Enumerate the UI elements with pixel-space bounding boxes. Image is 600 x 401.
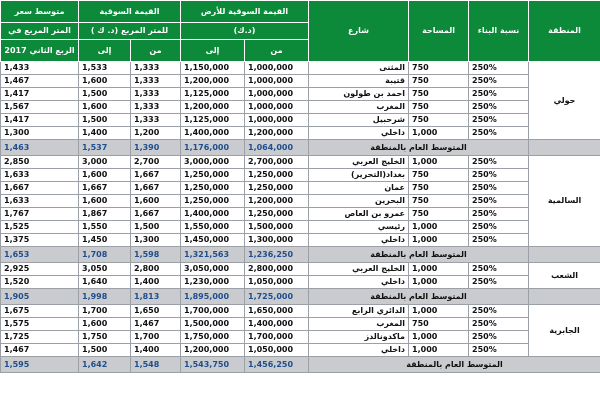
build-ratio-cell: 250% — [469, 75, 529, 88]
avg-price-cell: 1,433 — [1, 62, 79, 75]
region-average-label: المتوسط العام بالمنطقة — [309, 357, 600, 373]
build-ratio-cell: 250% — [469, 127, 529, 140]
land-to-cell: 3,050,000 — [181, 263, 245, 276]
table-row — [1, 62, 600, 75]
build-ratio-cell: 250% — [469, 344, 529, 357]
meter-to-cell: 3,000 — [79, 156, 131, 169]
table-row — [1, 88, 600, 101]
build-ratio-cell: 250% — [469, 62, 529, 75]
land-to-cell: 1,200,000 — [181, 344, 245, 357]
meter-to-cell: 1,500 — [79, 344, 131, 357]
land-to-cell: 1,200,000 — [181, 101, 245, 114]
land-from-cell: 1,500,000 — [245, 221, 309, 234]
region-name-cell: حولي — [529, 62, 600, 140]
area-cell: 750 — [409, 318, 469, 331]
land-to-average: 1,321,563 — [181, 247, 245, 263]
area-cell: 750 — [409, 88, 469, 101]
area-cell: 1,000 — [409, 127, 469, 140]
meter-from-cell: 1,333 — [131, 114, 181, 127]
table-row — [1, 101, 600, 114]
avg-unit-header: المتر المربع في — [1, 23, 79, 40]
avg-price-cell: 1,417 — [1, 88, 79, 101]
meter-from-cell: 1,333 — [131, 88, 181, 101]
land-to-cell: 1,250,000 — [181, 169, 245, 182]
area-cell: 750 — [409, 195, 469, 208]
meter-from-cell: 1,200 — [131, 127, 181, 140]
meter-from-cell: 1,667 — [131, 208, 181, 221]
land-to-cell: 1,550,000 — [181, 221, 245, 234]
meter-from-cell: 1,333 — [131, 62, 181, 75]
avg-price-cell: 1,567 — [1, 101, 79, 114]
land-from-header: من — [245, 40, 309, 62]
street-cell: داخلي — [309, 276, 409, 289]
area-cell: 1,000 — [409, 305, 469, 318]
land-from-cell: 1,000,000 — [245, 101, 309, 114]
build-ratio-cell: 250% — [469, 182, 529, 195]
avg-price-header: متوسط سعر — [1, 1, 79, 23]
land-from-cell: 1,000,000 — [245, 88, 309, 101]
street-cell: داخلي — [309, 127, 409, 140]
land-to-average: 1,543,750 — [181, 357, 245, 373]
land-from-cell: 1,700,000 — [245, 331, 309, 344]
table-row — [1, 195, 600, 208]
meter-from-cell: 1,667 — [131, 169, 181, 182]
land-from-cell: 1,200,000 — [245, 127, 309, 140]
avg-price-cell: 1,417 — [1, 114, 79, 127]
meter-to-cell: 1,600 — [79, 75, 131, 88]
build-ratio-cell: 250% — [469, 208, 529, 221]
meter-from-cell: 1,700 — [131, 331, 181, 344]
land-to-cell: 3,000,000 — [181, 156, 245, 169]
table-row — [1, 114, 600, 127]
land-to-cell: 1,400,000 — [181, 127, 245, 140]
area-header: المساحة — [409, 1, 469, 62]
street-cell: الخليج العربي — [309, 263, 409, 276]
build-ratio-cell: 250% — [469, 221, 529, 234]
land-unit-header: (د.ك) — [181, 23, 309, 40]
area-cell: 750 — [409, 169, 469, 182]
area-cell: 1,000 — [409, 263, 469, 276]
avg-price-cell: 1,767 — [1, 208, 79, 221]
street-cell: عمان — [309, 182, 409, 195]
region-average-row — [1, 140, 600, 156]
meter-to-cell: 1,550 — [79, 221, 131, 234]
street-cell: احمد بن طولون — [309, 88, 409, 101]
land-to-average: 1,176,000 — [181, 140, 245, 156]
table-row — [1, 208, 600, 221]
meter-from-average: 1,598 — [131, 247, 181, 263]
area-cell: 1,000 — [409, 156, 469, 169]
area-cell: 1,000 — [409, 221, 469, 234]
build-ratio-cell: 250% — [469, 156, 529, 169]
avg-price-cell: 1,520 — [1, 276, 79, 289]
street-cell: (التحرير)بغداد — [309, 169, 409, 182]
meter-to-cell: 1,600 — [79, 195, 131, 208]
meter-to-average: 1,537 — [79, 140, 131, 156]
meter-to-cell: 1,600 — [79, 101, 131, 114]
meter-to-cell: 1,867 — [79, 208, 131, 221]
table-row — [1, 75, 600, 88]
land-from-cell: 2,800,000 — [245, 263, 309, 276]
build-ratio-cell: 250% — [469, 331, 529, 344]
meter-from-cell: 2,800 — [131, 263, 181, 276]
land-to-cell: 1,700,000 — [181, 305, 245, 318]
street-cell: الخليج العربي — [309, 156, 409, 169]
land-to-cell: 1,750,000 — [181, 331, 245, 344]
street-cell: عمرو بن العاص — [309, 208, 409, 221]
region-average-label: المتوسط العام بالمنطقة — [309, 140, 529, 156]
land-from-cell: 1,250,000 — [245, 169, 309, 182]
region-name-cell: السالمية — [529, 156, 600, 247]
street-header: شارع — [309, 1, 409, 62]
meter-from-average: 1,548 — [131, 357, 181, 373]
land-from-cell: 1,050,000 — [245, 344, 309, 357]
table-row — [1, 156, 600, 169]
area-cell: 750 — [409, 208, 469, 221]
meter-from-cell: 1,650 — [131, 305, 181, 318]
area-cell: 750 — [409, 182, 469, 195]
street-cell: المغرب — [309, 101, 409, 114]
table-row — [1, 234, 600, 247]
meter-to-cell: 1,700 — [79, 305, 131, 318]
land-to-cell: 1,450,000 — [181, 234, 245, 247]
region-header: المنطقة — [529, 1, 600, 62]
area-cell: 750 — [409, 75, 469, 88]
meter-to-average: 1,998 — [79, 289, 131, 305]
build-ratio-cell: 250% — [469, 234, 529, 247]
meter-from-cell: 1,500 — [131, 221, 181, 234]
meter-to-cell: 1,667 — [79, 182, 131, 195]
avg-price-cell: 1,675 — [1, 305, 79, 318]
table-row — [1, 169, 600, 182]
avg-price-cell: 1,667 — [1, 182, 79, 195]
region-average-spacer — [529, 140, 600, 156]
land-from-cell: 1,250,000 — [245, 208, 309, 221]
meter-to-average: 1,642 — [79, 357, 131, 373]
street-cell: ماكدونالدز — [309, 331, 409, 344]
meter-from-cell: 1,333 — [131, 101, 181, 114]
avg-price-cell: 1,467 — [1, 75, 79, 88]
avg-price-cell: 2,850 — [1, 156, 79, 169]
area-cell: 1,000 — [409, 331, 469, 344]
land-from-cell: 1,000,000 — [245, 62, 309, 75]
land-from-cell: 1,300,000 — [245, 234, 309, 247]
meter-to-cell: 3,050 — [79, 263, 131, 276]
land-from-cell: 1,000,000 — [245, 114, 309, 127]
table-row — [1, 182, 600, 195]
land-to-cell: 1,250,000 — [181, 182, 245, 195]
land-from-cell: 1,250,000 — [245, 182, 309, 195]
table-row — [1, 263, 600, 276]
region-average-label: المتوسط العام بالمنطقة — [309, 247, 529, 263]
area-cell: 1,000 — [409, 234, 469, 247]
land-to-cell: 1,125,000 — [181, 88, 245, 101]
avg-price-cell: 1,725 — [1, 331, 79, 344]
street-cell: الدائري الرابع — [309, 305, 409, 318]
meter-to-cell: 1,500 — [79, 114, 131, 127]
meter-from-cell: 1,600 — [131, 195, 181, 208]
meter-to-cell: 1,500 — [79, 88, 131, 101]
street-cell: قتيبة — [309, 75, 409, 88]
avg-price-cell: 1,575 — [1, 318, 79, 331]
land-to-cell: 1,200,000 — [181, 75, 245, 88]
meter-to-header: إلى — [79, 40, 131, 62]
meter-to-cell: 1,640 — [79, 276, 131, 289]
meter-from-cell: 1,667 — [131, 182, 181, 195]
avg-price-cell: 1,467 — [1, 344, 79, 357]
land-from-average: 1,236,250 — [245, 247, 309, 263]
table-row — [1, 127, 600, 140]
land-from-average: 1,456,250 — [245, 357, 309, 373]
build-ratio-cell: 250% — [469, 305, 529, 318]
meter-unit-header: للمتر المربع (د. ك ) — [79, 23, 181, 40]
land-to-header: إلى — [181, 40, 245, 62]
land-from-cell: 1,200,000 — [245, 195, 309, 208]
region-average-spacer — [529, 289, 600, 305]
avg-price-average: 1,905 — [1, 289, 79, 305]
avg-price-cell: 1,375 — [1, 234, 79, 247]
land-from-cell: 2,700,000 — [245, 156, 309, 169]
street-cell: شرحبيل — [309, 114, 409, 127]
street-cell: البحرين — [309, 195, 409, 208]
build-ratio-cell: 250% — [469, 318, 529, 331]
area-cell: 750 — [409, 101, 469, 114]
region-average-spacer — [529, 247, 600, 263]
table-row — [1, 221, 600, 234]
avg-price-average: 1,653 — [1, 247, 79, 263]
region-average-row — [1, 289, 600, 305]
land-to-average: 1,895,000 — [181, 289, 245, 305]
land-to-cell: 1,500,000 — [181, 318, 245, 331]
table-header — [1, 1, 600, 62]
land-to-cell: 1,400,000 — [181, 208, 245, 221]
meter-to-cell: 1,533 — [79, 62, 131, 75]
meter-to-cell: 1,600 — [79, 318, 131, 331]
table-row — [1, 276, 600, 289]
table-row — [1, 305, 600, 318]
land-from-cell: 1,000,000 — [245, 75, 309, 88]
land-to-cell: 1,150,000 — [181, 62, 245, 75]
land-from-average: 1,064,000 — [245, 140, 309, 156]
build-ratio-header: نسبة البناء — [469, 1, 529, 62]
avg-price-cell: 1,633 — [1, 169, 79, 182]
area-cell: 1,000 — [409, 344, 469, 357]
land-to-cell: 1,230,000 — [181, 276, 245, 289]
build-ratio-cell: 250% — [469, 263, 529, 276]
avg-period-header: الربع الثاني 2017 — [1, 40, 79, 62]
land-to-cell: 1,250,000 — [181, 195, 245, 208]
build-ratio-cell: 250% — [469, 88, 529, 101]
meter-from-cell: 2,700 — [131, 156, 181, 169]
build-ratio-cell: 250% — [469, 114, 529, 127]
street-cell: داخلي — [309, 344, 409, 357]
area-cell: 1,000 — [409, 276, 469, 289]
table-body — [1, 62, 600, 373]
build-ratio-cell: 250% — [469, 101, 529, 114]
meter-to-cell: 1,450 — [79, 234, 131, 247]
street-cell: رئيسي — [309, 221, 409, 234]
street-cell: داخلي — [309, 234, 409, 247]
land-from-cell: 1,650,000 — [245, 305, 309, 318]
land-from-cell: 1,050,000 — [245, 276, 309, 289]
build-ratio-cell: 250% — [469, 276, 529, 289]
meter-value-header: القيمة السوقية — [79, 1, 181, 23]
area-cell: 750 — [409, 62, 469, 75]
meter-to-cell: 1,600 — [79, 169, 131, 182]
avg-price-average: 1,463 — [1, 140, 79, 156]
meter-from-cell: 1,400 — [131, 276, 181, 289]
avg-price-cell: 1,525 — [1, 221, 79, 234]
region-average-label: المتوسط العام بالمنطقة — [309, 289, 529, 305]
table-row — [1, 318, 600, 331]
area-cell: 750 — [409, 114, 469, 127]
region-name-cell: الشعب — [529, 263, 600, 289]
meter-from-cell: 1,300 — [131, 234, 181, 247]
meter-from-header: من — [131, 40, 181, 62]
build-ratio-cell: 250% — [469, 169, 529, 182]
land-from-average: 1,725,000 — [245, 289, 309, 305]
meter-from-average: 1,390 — [131, 140, 181, 156]
avg-price-cell: 1,300 — [1, 127, 79, 140]
street-cell: المغرب — [309, 318, 409, 331]
region-average-row — [1, 357, 600, 373]
table-row — [1, 344, 600, 357]
meter-from-average: 1,813 — [131, 289, 181, 305]
meter-to-average: 1,708 — [79, 247, 131, 263]
build-ratio-cell: 250% — [469, 195, 529, 208]
meter-from-cell: 1,467 — [131, 318, 181, 331]
meter-to-cell: 1,400 — [79, 127, 131, 140]
land-value-header: القيمة السوقية للأرض — [181, 1, 309, 23]
avg-price-cell: 1,633 — [1, 195, 79, 208]
avg-price-cell: 2,925 — [1, 263, 79, 276]
table-row — [1, 331, 600, 344]
street-cell: المثنى — [309, 62, 409, 75]
land-from-cell: 1,400,000 — [245, 318, 309, 331]
land-to-cell: 1,125,000 — [181, 114, 245, 127]
region-average-row — [1, 247, 600, 263]
avg-price-average: 1,595 — [1, 357, 79, 373]
meter-from-cell: 1,333 — [131, 75, 181, 88]
meter-to-cell: 1,750 — [79, 331, 131, 344]
meter-from-cell: 1,400 — [131, 344, 181, 357]
region-name-cell: الجابرية — [529, 305, 600, 357]
